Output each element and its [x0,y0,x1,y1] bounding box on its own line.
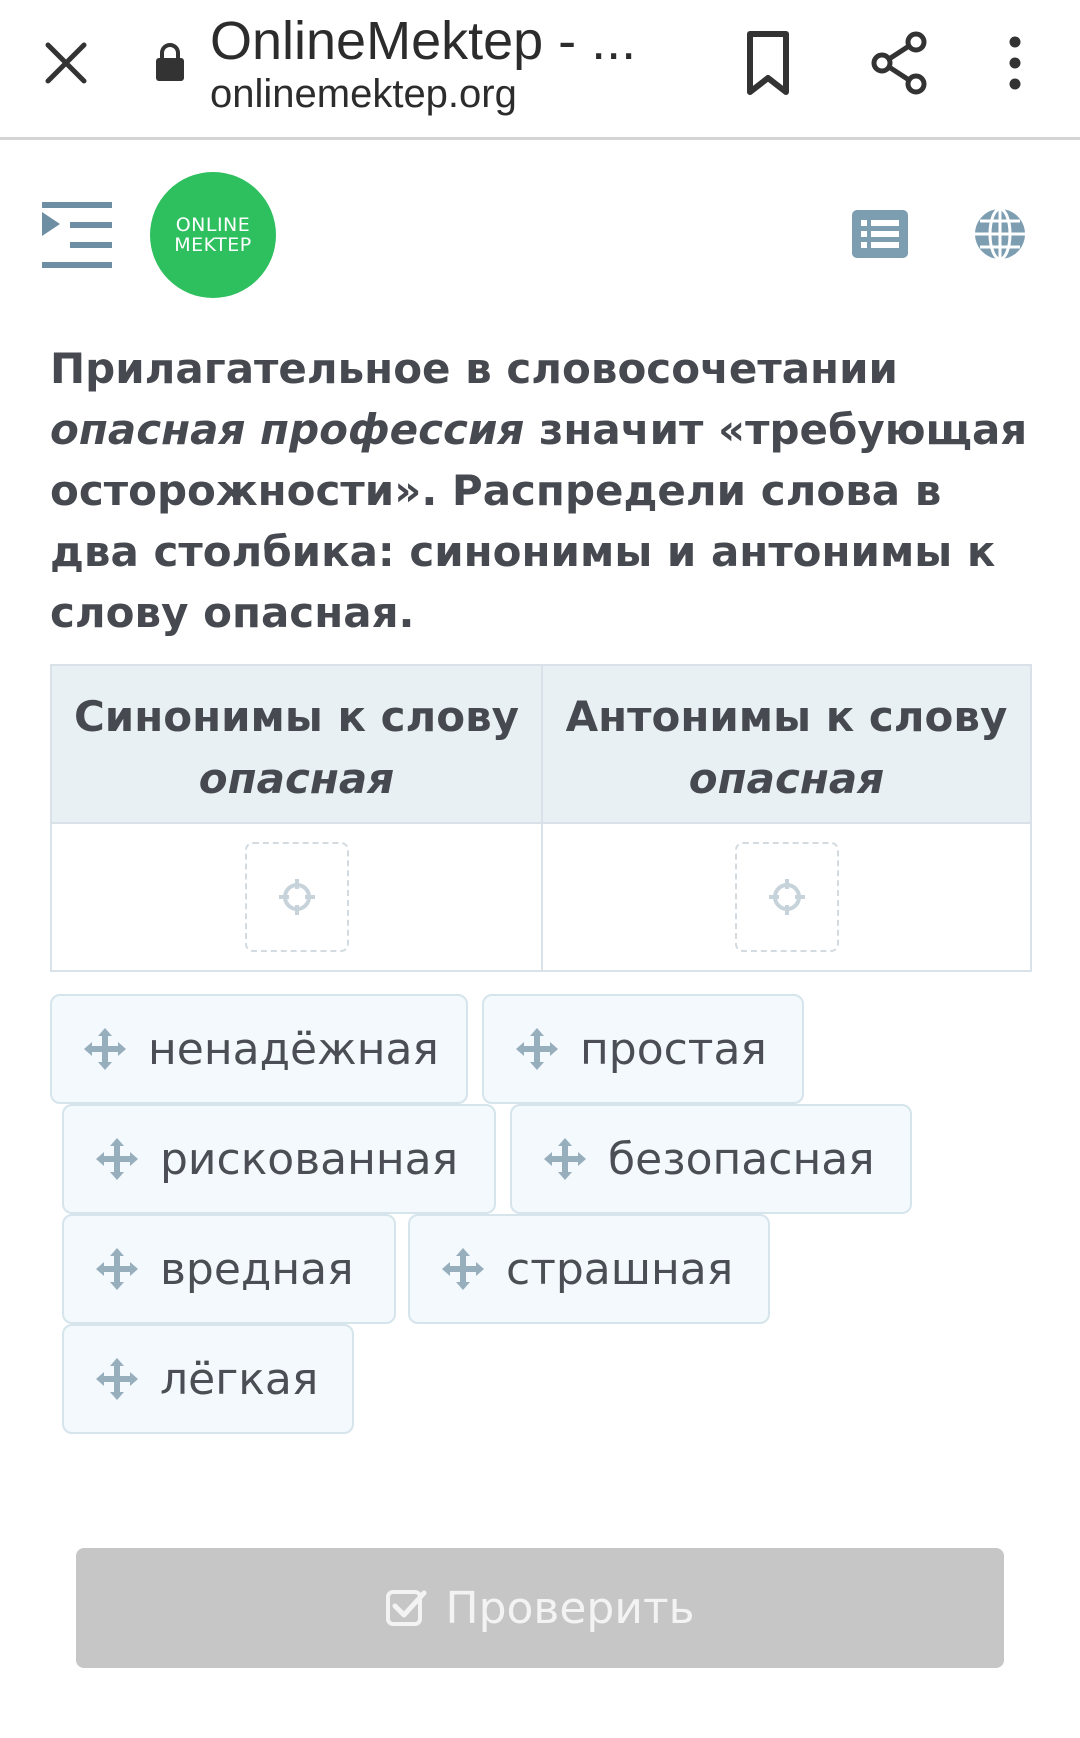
bookmark-icon[interactable] [740,28,796,98]
question-part2: значит «требующая осторожности». Распредели слова в два столбика: синонимы и антонимы к слову опасная. [50,405,1028,637]
word-chip-label: вредная [160,1243,354,1295]
move-icon [94,1246,140,1292]
check-button[interactable] [76,1548,1004,1668]
move-icon [82,1026,128,1072]
checkbox-icon [385,1587,427,1629]
move-icon [440,1246,486,1292]
drop-cell-synonyms [52,824,541,970]
table-header-row [52,666,1030,824]
check-button-label: Проверить [445,1582,695,1634]
column-header-italic: опасная [198,754,395,803]
sorting-table [50,664,1032,972]
word-chip[interactable] [50,994,468,1104]
drop-zone-synonyms[interactable] [245,842,349,952]
column-header-italic: опасная [688,754,885,803]
word-chip-label: страшная [506,1243,734,1295]
menu-indent-icon[interactable] [40,200,114,270]
word-chip[interactable] [510,1104,912,1214]
logo-line2: MEKTEP [174,234,252,256]
crosshair-icon [277,877,317,917]
close-icon [44,41,88,85]
share-icon[interactable] [868,30,932,96]
question-text [50,338,1030,643]
drop-row [52,824,1030,970]
column-header-label: Антонимы к слову [565,692,1008,741]
question-part1: Прилагательное в словосочетании [50,344,898,393]
logo-line1: ONLINE [175,214,251,236]
onlinemektep-logo[interactable] [150,172,276,298]
move-icon [514,1026,560,1072]
word-chip-label: простая [580,1023,767,1075]
word-chip[interactable] [62,1104,496,1214]
word-chip[interactable] [62,1214,396,1324]
globe-icon[interactable] [972,206,1028,262]
word-chip-label: ненадёжная [148,1023,439,1075]
word-chip[interactable] [62,1324,354,1434]
move-icon [542,1136,588,1182]
page-title: OnlineMektep - ... [210,11,637,71]
word-chip-label: лёгкая [160,1353,319,1405]
lock-icon [154,42,186,82]
column-header-antonyms [541,666,1030,822]
list-icon[interactable] [852,210,908,258]
drop-zone-antonyms[interactable] [735,842,839,952]
crosshair-icon [767,877,807,917]
word-chip-label: рискованная [160,1133,459,1185]
close-tab-button[interactable] [36,30,96,96]
page-url[interactable]: onlinemektep.org [210,72,517,116]
more-vert-icon[interactable] [1000,30,1030,96]
browser-toolbar [0,0,1080,140]
drop-cell-antonyms [541,824,1030,970]
word-chip[interactable] [408,1214,770,1324]
column-header-label: Синонимы к слову [73,692,520,741]
column-header-synonyms [52,666,541,822]
word-chip-label: безопасная [608,1133,875,1185]
move-icon [94,1356,140,1402]
word-chip[interactable] [482,994,804,1104]
question-italic: опасная профессия [50,405,525,454]
move-icon [94,1136,140,1182]
